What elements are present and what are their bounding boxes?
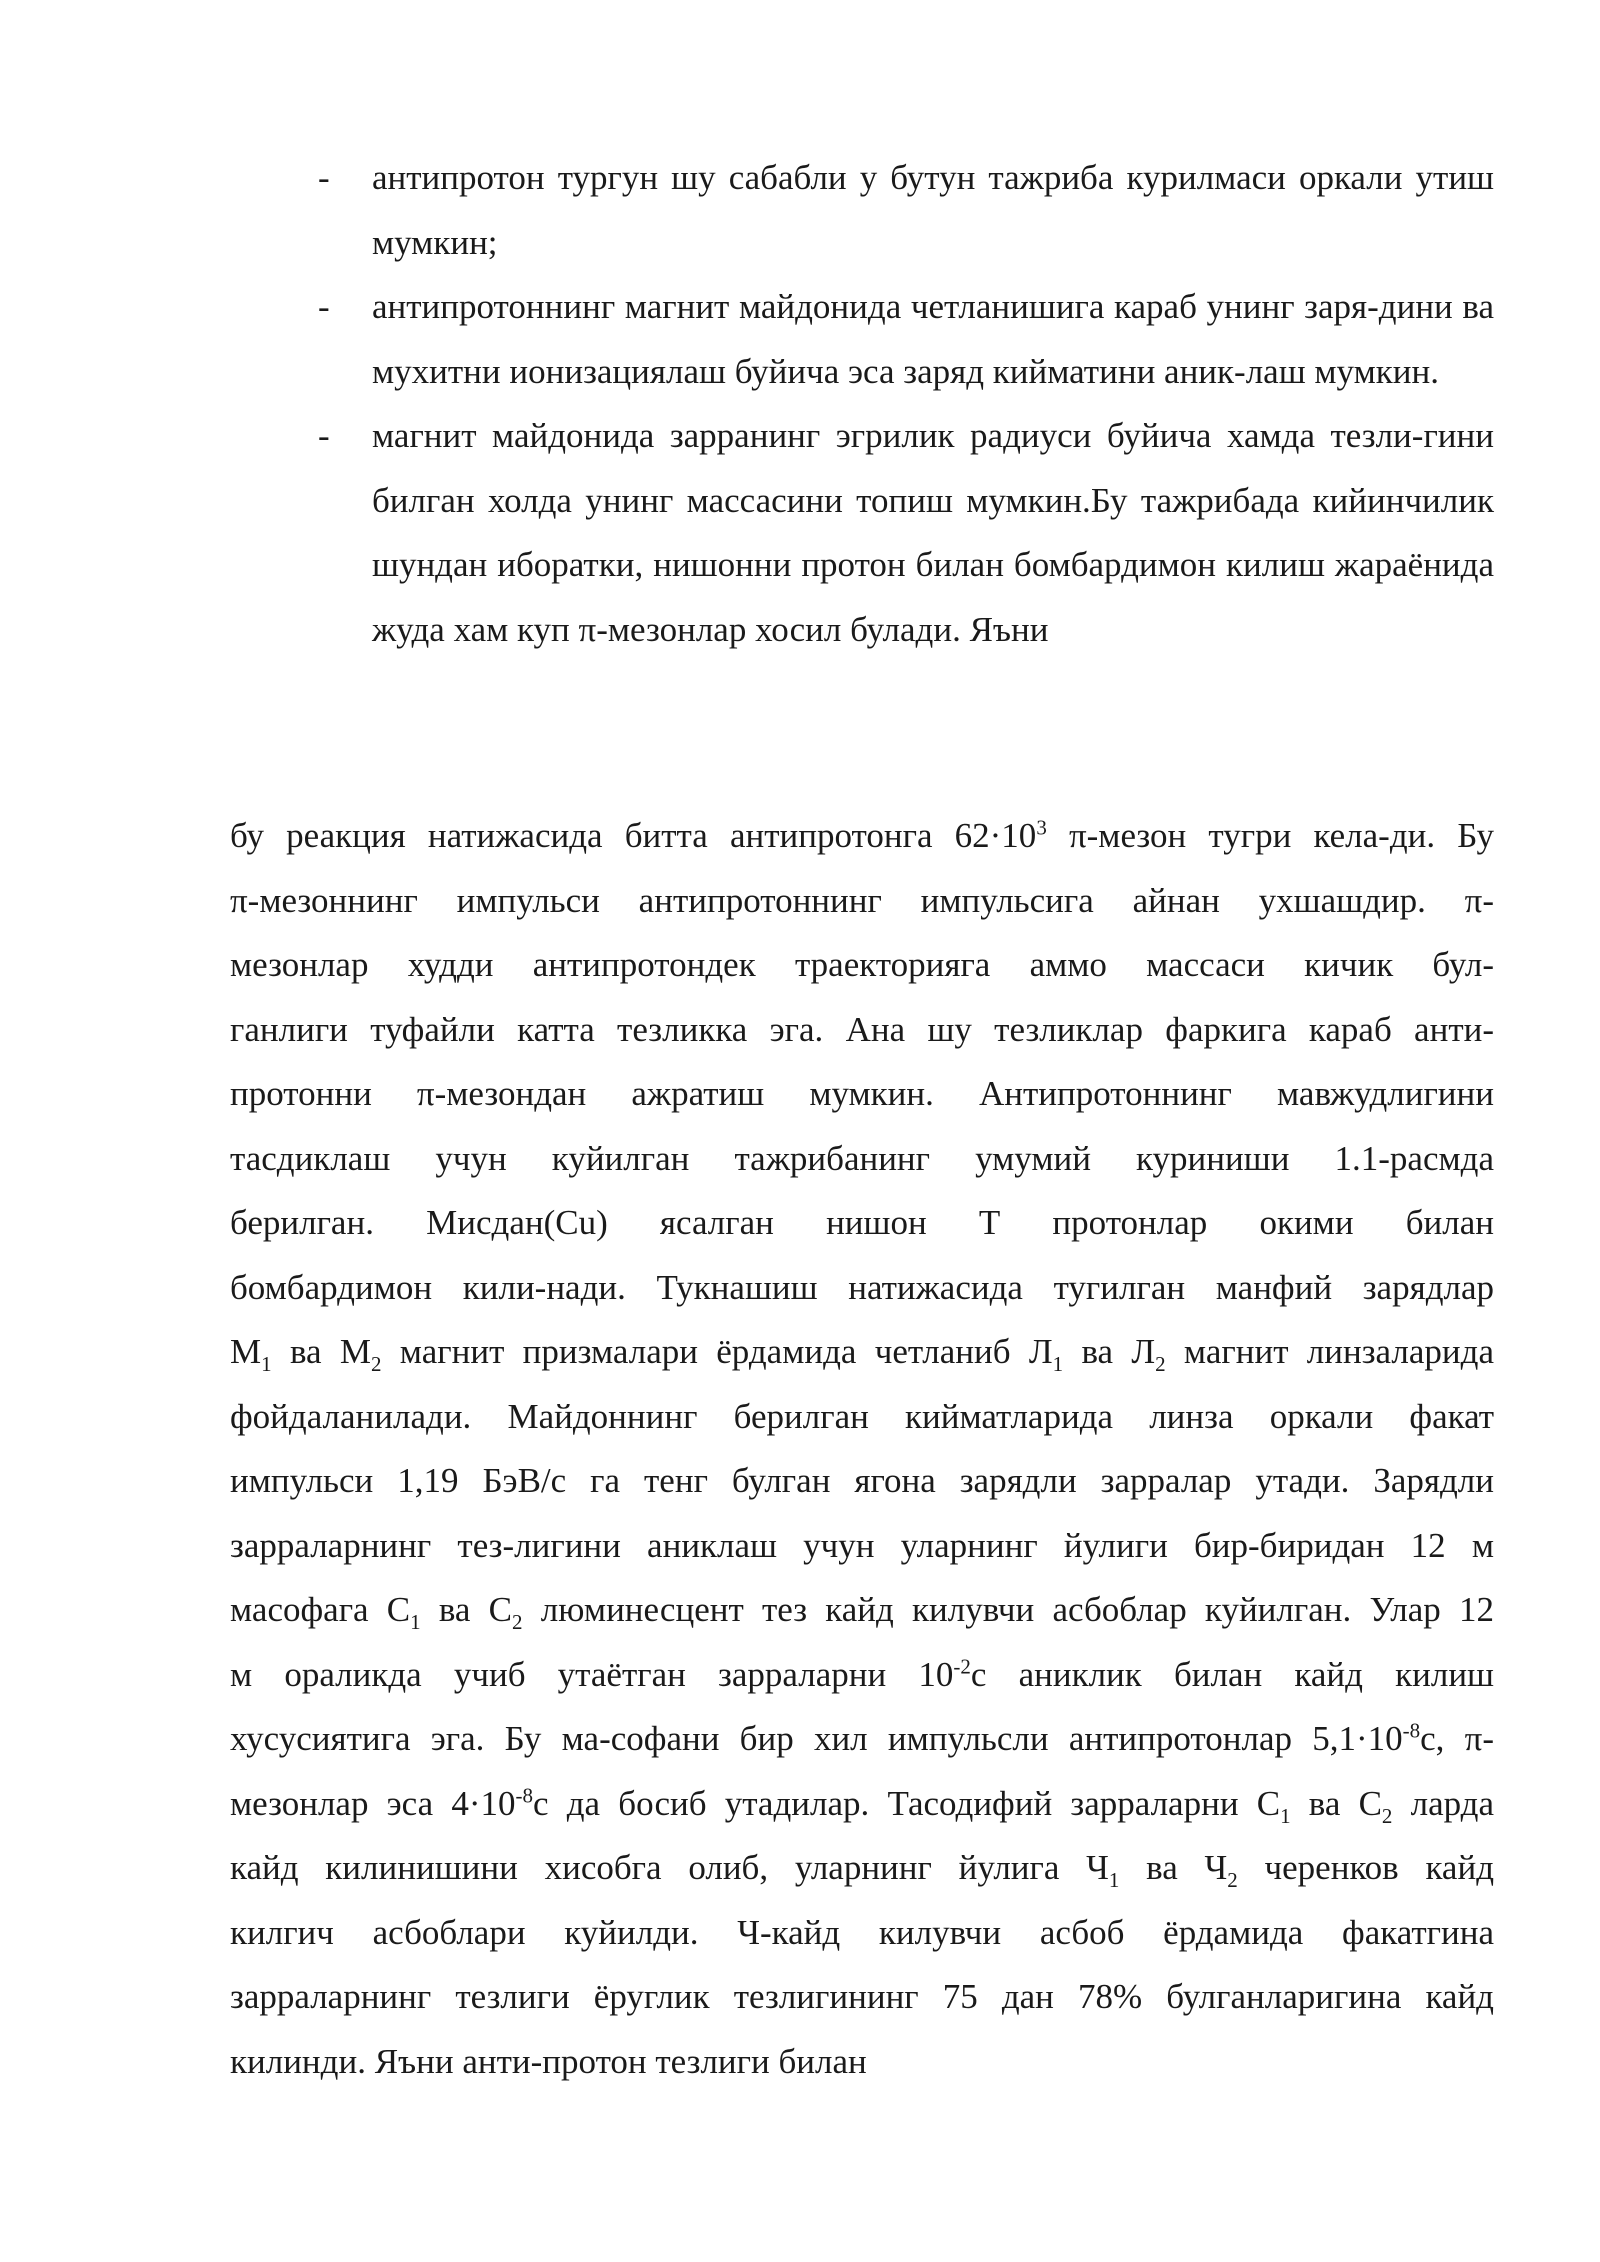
text-line: протонни π-мезондан ажратиш мумкин. Антипротоннинг мавжудлигини	[230, 1074, 1494, 1113]
bullet-item	[318, 146, 1494, 275]
text-line: зарраларнинг тез-лигини аниклаш учун уларнинг йулиги бир-биридан 12 м	[230, 1525, 1494, 1565]
text-line: бу реакция натижасида битта антипротонга $62\cdot 10^3$ π-мезон тугри кела-ди. Бу	[230, 815, 1494, 855]
text-line: фойдаланилади. Майдоннинг берилган кийматларида линза оркали факат	[230, 1396, 1494, 1436]
bullet-item	[318, 404, 1494, 662]
text-line: бомбардимон кили-нади. Тукнашиш натижасида тугилган манфий зарядлар	[230, 1267, 1494, 1307]
bullet-dash: -	[318, 416, 330, 455]
bullet-dash: -	[318, 287, 330, 326]
bullet-text: магнит майдонида зарранинг эгрилик радиуси буйича хамда тезли-гини билган холда унинг массасини топиш мумкин.Бу тажрибада кийинчилик шундан иборатки, нишонни протон билан бомбардимон килиш жараёнида жуда хам куп π-мезонлар хосил булади. Яъни	[372, 416, 1494, 649]
text-line: масофага $С_1$ ва $С_2$ люминесцент тез кайд килувчи асбоблар куйилган. Улар 12	[230, 1590, 1494, 1634]
bullet-dash: -	[318, 158, 330, 197]
bullet-list	[318, 146, 1494, 662]
text-line: килгич асбоблари куйилди. Ч-кайд килувчи асбоб ёрдамида факатгина	[230, 1912, 1494, 1952]
text-line: π-мезоннинг импульси антипротоннинг импульсига айнан ухшашдир. π-	[230, 880, 1494, 920]
text-line: хусусиятига эга. Бу ма-софани бир хил импульсли антипротонлар $5,1\cdot 10^{-8}с$, π-	[230, 1718, 1494, 1758]
text-line: зарраларнинг тезлиги ёруглик тезлигининг 75 дан 78% булганларигина кайд	[230, 1977, 1494, 2016]
text-line: кайд килинишини хисобга олиб, уларнинг йулига $Ч_1$ ва $Ч_2$ черенков кайд	[230, 1848, 1494, 1892]
text-line: ганлиги туфайли катта тезликка эга. Ана шу тезликлар фаркига караб анти-	[230, 1009, 1494, 1049]
text-line: тасдиклаш учун куйилган тажрибанинг умумий куриниши 1.1-расмда	[230, 1138, 1494, 1178]
text-line: берилган. Мисдан(Cu) ясалган нишон Т протонлар окими билан	[230, 1203, 1494, 1242]
bullet-text: антипротоннинг магнит майдонида четланишига караб унинг заря-дини ва мухитни ионизациялаш буйича эса заряд кийматини аник-лаш мумкин.	[372, 287, 1494, 391]
text-line: $М_1$ ва $М_2$ магнит призмалари ёрдамида четланиб $Л_1$ ва $Л_2$ магнит линзаларида	[230, 1332, 1494, 1376]
body-paragraph	[230, 804, 1494, 2094]
bullet-item	[318, 275, 1494, 404]
text-line: мезонлар худди антипротондек траекторияга аммо массаси кичик бул-	[230, 945, 1494, 984]
text-line: м ораликда учиб утаётган зарраларни $10^{-2}с$ аниклик билан кайд килиш	[230, 1653, 1494, 1694]
text-line: импульси 1,19 БэВ/с га тенг булган ягона зарядли зарралар утади. Зарядли	[230, 1461, 1494, 1500]
text-line: килинди. Яъни анти-протон тезлиги билан	[230, 2041, 867, 2081]
bullet-text: антипротон тургун шу сабабли у бутун тажриба курилмаси оркали утиш мумкин;	[372, 158, 1494, 262]
text-line: мезонлар эса $4\cdot 10^{-8}с$ да босиб утадилар. Тасодифий зарраларни $С_1$ ва $С_2$ ларда	[230, 1782, 1494, 1828]
